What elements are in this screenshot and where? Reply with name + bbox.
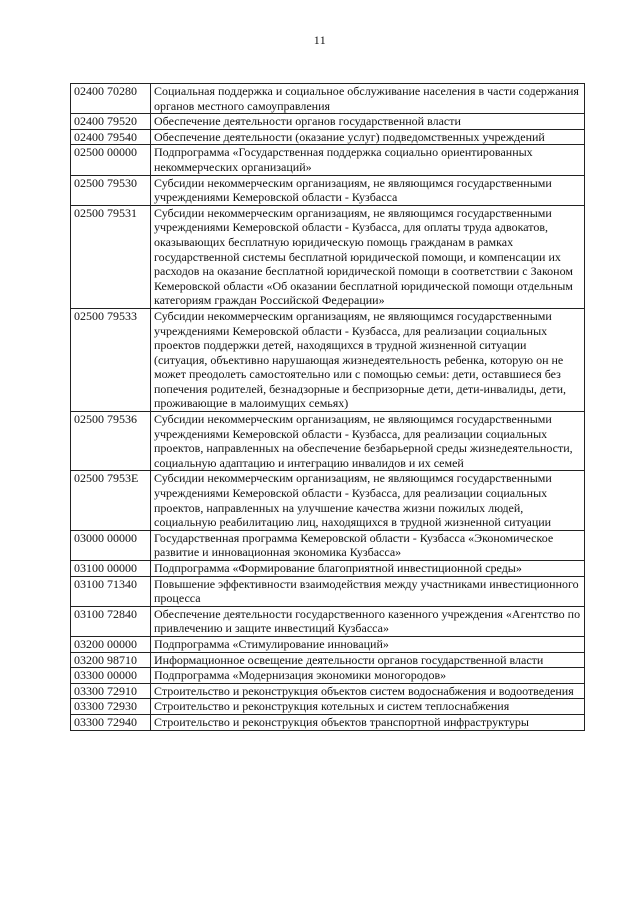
table-cell-code: 03200 98710	[71, 652, 151, 668]
table-row	[71, 114, 585, 130]
table-row	[71, 471, 585, 530]
table-row	[71, 606, 585, 636]
table-cell-code: 03300 72930	[71, 699, 151, 715]
table-row	[71, 530, 585, 560]
table-cell-description: Субсидии некоммерческим организациям, не являющимся государственными учреждениями Кемеровской области - Кузбасса, для реализации социальных проектов, направленных на улучшение качества жизни пожилых людей, социальную реабилитацию лиц, находящихся в трудной жизненной ситуации	[151, 471, 585, 530]
table-cell-code: 03300 00000	[71, 668, 151, 684]
table-cell-code: 02500 79531	[71, 205, 151, 308]
table-cell-code: 03100 72840	[71, 606, 151, 636]
table-cell-description: Субсидии некоммерческим организациям, не являющимся государственными учреждениями Кемеровской области - Кузбасса, для оплаты труда адвокатов, оказывающих бесплатную юридическую помощь гражданам в рамках государственной системы бесплатной юридической помощи, и компенсации их расходов на оказание бесплатной юридической помощи в соответствии с Законом Кемеровской области «Об оказании бесплатной юридической помощи отдельным категориям граждан Российской Федерации»	[151, 205, 585, 308]
table-cell-code: 03200 00000	[71, 636, 151, 652]
table-cell-code: 02500 79536	[71, 412, 151, 471]
table-cell-description: Субсидии некоммерческим организациям, не являющимся государственными учреждениями Кемеровской области - Кузбасса, для реализации социальных проектов поддержки детей, находящихся в трудной жизненной ситуации (ситуация, объективно нарушающая жизнедеятельность ребенка, которую он не может преодолеть самостоятельно или с помощью семьи: дети, оставшиеся без попечения родителей, безнадзорные и беспризорные дети, дети-инвалиды, дети, проживающие в малоимущих семьях)	[151, 308, 585, 411]
table-cell-code: 03100 71340	[71, 576, 151, 606]
table-row	[71, 129, 585, 145]
table-cell-description: Подпрограмма «Модернизация экономики моногородов»	[151, 668, 585, 684]
table-cell-code: 02500 00000	[71, 145, 151, 175]
table-cell-description: Субсидии некоммерческим организациям, не являющимся государственными учреждениями Кемеровской области - Кузбасса, для реализации социальных проектов, направленных на обеспечение безбарьерной среды жизнедеятельности, социальную адаптацию и интеграцию инвалидов и их семей	[151, 412, 585, 471]
table-row	[71, 714, 585, 730]
table-row	[71, 652, 585, 668]
table-cell-code: 03100 00000	[71, 561, 151, 577]
table-cell-description: Строительство и реконструкция объектов систем водоснабжения и водоотведения	[151, 683, 585, 699]
table-cell-code: 02500 7953Е	[71, 471, 151, 530]
page-number: 11	[313, 33, 327, 47]
table-row	[71, 683, 585, 699]
table-cell-description: Подпрограмма «Стимулирование инноваций»	[151, 636, 585, 652]
table-cell-code: 03000 00000	[71, 530, 151, 560]
table-cell-description: Строительство и реконструкция объектов транспортной инфраструктуры	[151, 714, 585, 730]
budget-classification-table	[70, 83, 585, 731]
table-cell-description: Повышение эффективности взаимодействия между участниками инвестиционного процесса	[151, 576, 585, 606]
table-cell-code: 02400 79520	[71, 114, 151, 130]
table-row	[71, 145, 585, 175]
table-cell-description: Информационное освещение деятельности органов государственной власти	[151, 652, 585, 668]
table-row	[71, 308, 585, 411]
table-row	[71, 84, 585, 114]
table-cell-description: Подпрограмма «Государственная поддержка социально ориентированных некоммерческих организаций»	[151, 145, 585, 175]
table-row	[71, 636, 585, 652]
table-cell-description: Строительство и реконструкция котельных и систем теплоснабжения	[151, 699, 585, 715]
table-cell-code: 02400 70280	[71, 84, 151, 114]
table-row	[71, 576, 585, 606]
table-cell-code: 03300 72910	[71, 683, 151, 699]
table-cell-code: 02500 79530	[71, 175, 151, 205]
table-cell-description: Социальная поддержка и социальное обслуживание населения в части содержания органов местного самоуправления	[151, 84, 585, 114]
table-cell-description: Подпрограмма «Формирование благоприятной инвестиционной среды»	[151, 561, 585, 577]
table-row	[71, 561, 585, 577]
table-cell-code: 03300 72940	[71, 714, 151, 730]
table-cell-description: Государственная программа Кемеровской области - Кузбасса «Экономическое развитие и инновационная экономика Кузбасса»	[151, 530, 585, 560]
table-cell-code: 02400 79540	[71, 129, 151, 145]
table-row	[71, 205, 585, 308]
table-cell-code: 02500 79533	[71, 308, 151, 411]
table-row	[71, 668, 585, 684]
table-cell-description: Обеспечение деятельности (оказание услуг) подведомственных учреждений	[151, 129, 585, 145]
table-row	[71, 412, 585, 471]
table-row	[71, 699, 585, 715]
table-cell-description: Обеспечение деятельности органов государственной власти	[151, 114, 585, 130]
table-cell-description: Обеспечение деятельности государственного казенного учреждения «Агентство по привлечению и защите инвестиций Кузбасса»	[151, 606, 585, 636]
table-cell-description: Субсидии некоммерческим организациям, не являющимся государственными учреждениями Кемеровской области - Кузбасса	[151, 175, 585, 205]
table-row	[71, 175, 585, 205]
